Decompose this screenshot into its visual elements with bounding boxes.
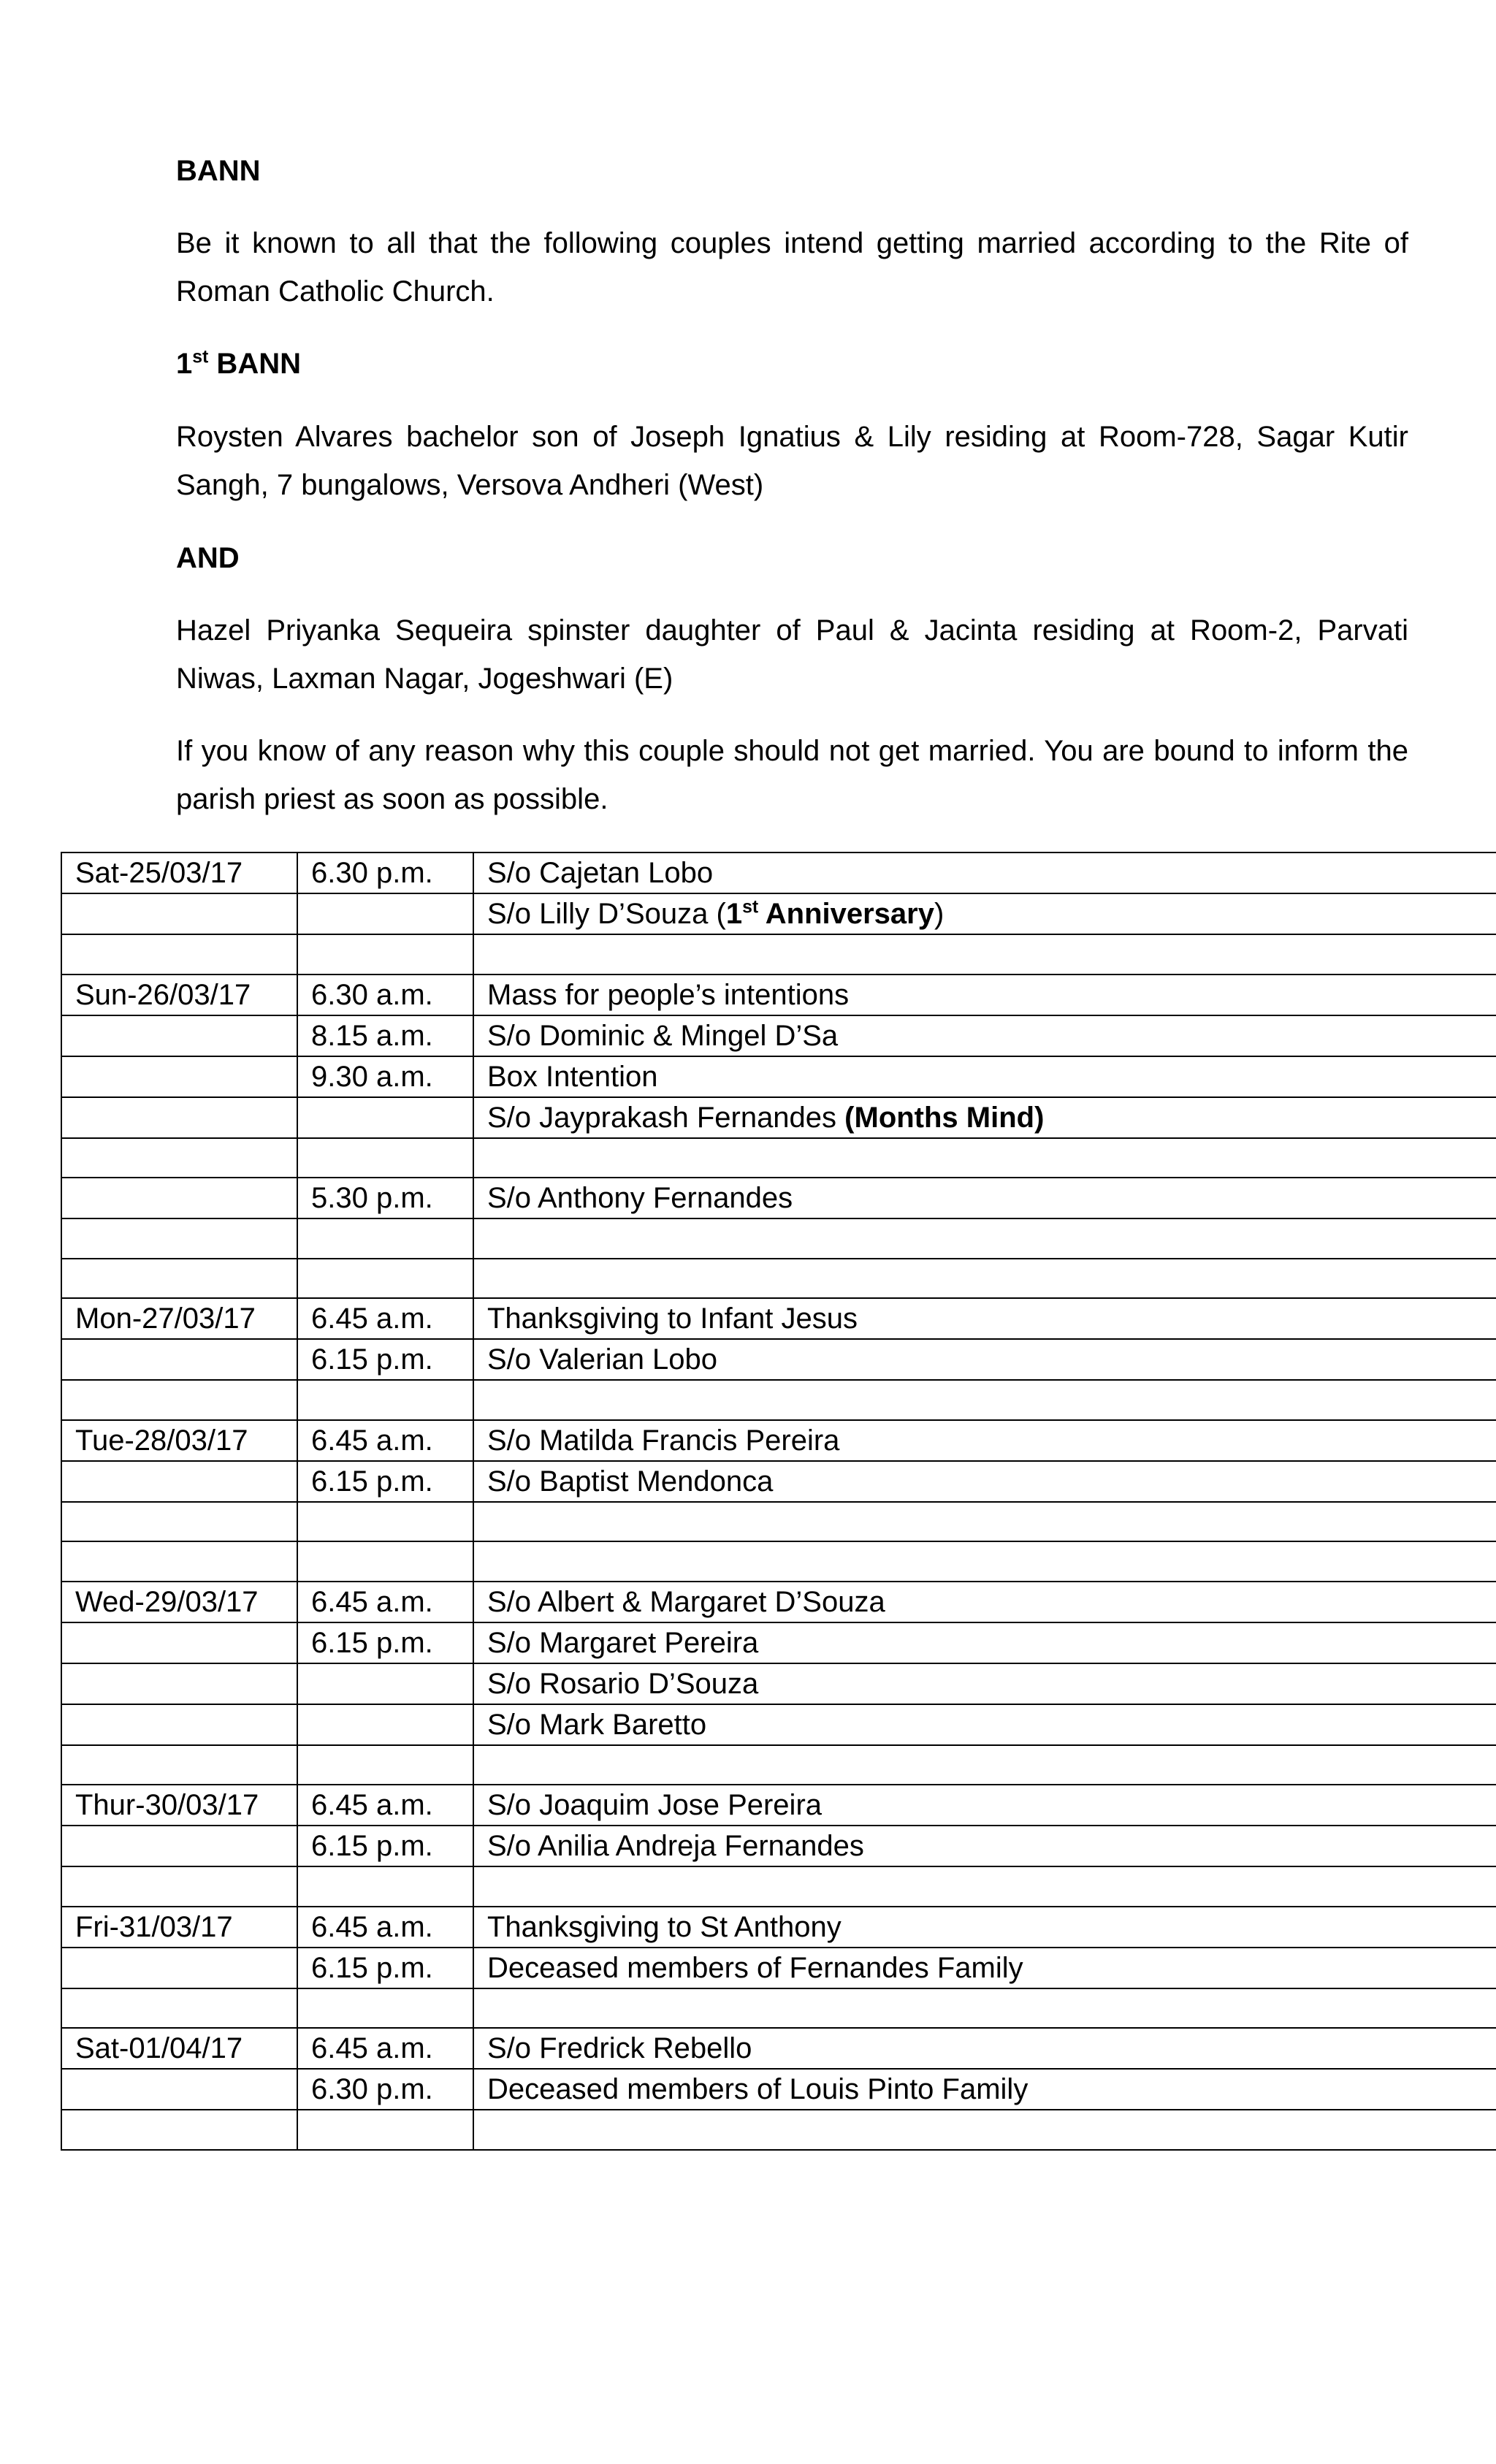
intention-text: S/o Mark Baretto <box>487 1708 707 1741</box>
schedule-row <box>61 1663 1496 1704</box>
schedule-time-cell: 9.30 a.m. <box>297 1056 473 1097</box>
schedule-time-cell: 6.45 a.m. <box>297 1907 473 1948</box>
schedule-row <box>61 1420 1496 1461</box>
schedule-row <box>61 974 1496 1015</box>
schedule-row <box>61 1622 1496 1663</box>
schedule-row <box>61 1948 1496 1988</box>
schedule-row <box>61 2028 1496 2069</box>
intention-bold-note: (Months Mind) <box>844 1101 1045 1134</box>
intro-paragraph: Be it known to all that the following couples intend getting married according to the Rite of Roman Catholic Church. <box>176 227 1408 308</box>
schedule-time-cell <box>297 1259 473 1299</box>
schedule-time-cell: 6.30 a.m. <box>297 974 473 1015</box>
schedule-date-cell <box>61 1948 297 1988</box>
intention-note-num: 1 <box>725 898 743 930</box>
intention-text: S/o Margaret Pereira <box>487 1626 759 1659</box>
intention-text: S/o Anthony Fernandes <box>487 1182 793 1214</box>
schedule-intention-cell <box>473 1582 1496 1622</box>
schedule-date-cell <box>61 1502 297 1542</box>
schedule-intention-cell <box>473 1622 1496 1663</box>
schedule-row <box>61 1907 1496 1948</box>
schedule-intention-cell <box>473 1948 1496 1988</box>
schedule-time-cell: 6.45 a.m. <box>297 1298 473 1339</box>
intention-text: S/o Jayprakash Fernandes <box>487 1101 845 1134</box>
schedule-intention-cell <box>473 1138 1496 1178</box>
schedule-time-cell: 6.45 a.m. <box>297 1785 473 1826</box>
intention-note <box>716 898 944 930</box>
schedule-intention-cell <box>473 2110 1496 2150</box>
schedule-intention-cell <box>473 1745 1496 1785</box>
schedule-date-cell <box>61 1178 297 1218</box>
schedule-time-cell: 6.15 p.m. <box>297 1622 473 1663</box>
schedule-row <box>61 1502 1496 1542</box>
intention-text: S/o Baptist Mendonca <box>487 1465 774 1498</box>
schedule-time-cell <box>297 1866 473 1907</box>
schedule-intention-cell <box>473 1298 1496 1339</box>
schedule-row <box>61 1178 1496 1218</box>
schedule-time-cell: 6.45 a.m. <box>297 1582 473 1622</box>
intention-note-label: Anniversary <box>758 898 934 930</box>
schedule-date-cell <box>61 2069 297 2110</box>
schedule-intention-cell <box>473 1097 1496 1138</box>
schedule-intention-cell <box>473 1704 1496 1745</box>
schedule-time-cell <box>297 1745 473 1785</box>
schedule-date-cell <box>61 1663 297 1704</box>
schedule-time-cell <box>297 1541 473 1582</box>
schedule-intention-cell <box>473 1056 1496 1097</box>
schedule-row <box>61 1298 1496 1339</box>
schedule-date-cell <box>61 1138 297 1178</box>
schedule-date-cell <box>61 1380 297 1420</box>
schedule-date-cell: Fri-31/03/17 <box>61 1907 297 1948</box>
intention-text: S/o Albert & Margaret D’Souza <box>487 1585 885 1618</box>
schedule-date-cell <box>61 1259 297 1299</box>
schedule-time-cell <box>297 1704 473 1745</box>
schedule-time-cell <box>297 1988 473 2029</box>
schedule-time-cell <box>297 893 473 934</box>
intention-text: S/o Joaquim Jose Pereira <box>487 1789 823 1821</box>
schedule-time-cell: 6.30 p.m. <box>297 2069 473 2110</box>
schedule-date-cell <box>61 1339 297 1380</box>
schedule-row <box>61 1988 1496 2029</box>
intention-note-sup: st <box>742 897 759 918</box>
schedule-time-cell <box>297 934 473 974</box>
intention-text: Thanksgiving to St Anthony <box>487 1910 842 1943</box>
first-bann-heading <box>176 340 1408 388</box>
schedule-row <box>61 1138 1496 1178</box>
schedule-date-cell: Sat-25/03/17 <box>61 853 297 893</box>
schedule-date-cell <box>61 1704 297 1745</box>
schedule-row <box>61 1826 1496 1866</box>
schedule-date-cell: Wed-29/03/17 <box>61 1582 297 1622</box>
intention-text: S/o Lilly D’Souza <box>487 898 717 930</box>
schedule-intention-cell <box>473 2069 1496 2110</box>
intention-note-open: ( <box>716 898 726 930</box>
schedule-row <box>61 1339 1496 1380</box>
schedule-row <box>61 1380 1496 1420</box>
schedule-intention-cell <box>473 1015 1496 1056</box>
schedule-date-cell: Mon-27/03/17 <box>61 1298 297 1339</box>
schedule-time-cell: 6.15 p.m. <box>297 1461 473 1502</box>
schedule-date-cell <box>61 2110 297 2150</box>
schedule-date-cell: Sat-01/04/17 <box>61 2028 297 2069</box>
schedule-date-cell <box>61 1866 297 1907</box>
schedule-date-cell: Thur-30/03/17 <box>61 1785 297 1826</box>
bride-paragraph: Hazel Priyanka Sequeira spinster daughter of Paul & Jacinta residing at Room-2, Parvati Niwas, Laxman Nagar, Jogeshwari (E) <box>176 614 1408 695</box>
schedule-date-cell <box>61 1461 297 1502</box>
intention-text: S/o Fredrick Rebello <box>487 2032 752 2064</box>
schedule-date-cell <box>61 1056 297 1097</box>
schedule-date-cell <box>61 1218 297 1259</box>
schedule-time-cell: 8.15 a.m. <box>297 1015 473 1056</box>
schedule-intention-cell <box>473 974 1496 1015</box>
schedule-date-cell <box>61 934 297 974</box>
mass-schedule-table <box>61 852 1496 2151</box>
intention-text: S/o Valerian Lobo <box>487 1343 718 1376</box>
schedule-intention-cell <box>473 853 1496 893</box>
schedule-date-cell: Sun-26/03/17 <box>61 974 297 1015</box>
schedule-row <box>61 1785 1496 1826</box>
schedule-intention-cell <box>473 1785 1496 1826</box>
schedule-intention-cell <box>473 1502 1496 1542</box>
schedule-time-cell <box>297 1097 473 1138</box>
schedule-time-cell <box>297 1663 473 1704</box>
schedule-time-cell: 6.15 p.m. <box>297 1948 473 1988</box>
intention-text: S/o Dominic & Mingel D’Sa <box>487 1019 839 1052</box>
first-bann-ordinal-suffix: st <box>192 347 209 367</box>
schedule-time-cell <box>297 1218 473 1259</box>
schedule-intention-cell <box>473 1218 1496 1259</box>
first-bann-ordinal: 1 <box>176 348 193 380</box>
intention-text: Deceased members of Louis Pinto Family <box>487 2073 1028 2105</box>
schedule-row <box>61 1582 1496 1622</box>
schedule-time-cell: 6.45 a.m. <box>297 2028 473 2069</box>
schedule-row <box>61 1056 1496 1097</box>
intention-text: Thanksgiving to Infant Jesus <box>487 1302 858 1335</box>
schedule-intention-cell <box>473 1380 1496 1420</box>
schedule-intention-cell <box>473 1541 1496 1582</box>
intention-text: S/o Rosario D’Souza <box>487 1667 759 1700</box>
schedule-time-cell: 6.45 a.m. <box>297 1420 473 1461</box>
schedule-date-cell: Tue-28/03/17 <box>61 1420 297 1461</box>
schedule-intention-cell <box>473 1826 1496 1866</box>
schedule-row <box>61 1259 1496 1299</box>
schedule-row <box>61 1218 1496 1259</box>
schedule-time-cell: 6.15 p.m. <box>297 1339 473 1380</box>
schedule-row <box>61 1461 1496 1502</box>
schedule-intention-cell <box>473 1663 1496 1704</box>
schedule-intention-cell <box>473 934 1496 974</box>
schedule-intention-cell <box>473 1461 1496 1502</box>
schedule-row <box>61 1866 1496 1907</box>
schedule-date-cell <box>61 1988 297 2029</box>
schedule-row <box>61 1704 1496 1745</box>
intention-text: S/o Matilda Francis Pereira <box>487 1424 840 1457</box>
intention-text: Deceased members of Fernandes Family <box>487 1951 1023 1984</box>
schedule-intention-cell <box>473 1988 1496 2029</box>
schedule-row <box>61 853 1496 893</box>
bann-heading: BANN <box>176 155 261 187</box>
schedule-date-cell <box>61 1745 297 1785</box>
schedule-intention-cell <box>473 1339 1496 1380</box>
schedule-row <box>61 2110 1496 2150</box>
schedule-time-cell: 6.30 p.m. <box>297 853 473 893</box>
schedule-row <box>61 893 1496 934</box>
schedule-date-cell <box>61 1097 297 1138</box>
schedule-intention-cell <box>473 1420 1496 1461</box>
schedule-time-cell: 5.30 p.m. <box>297 1178 473 1218</box>
schedule-date-cell <box>61 1015 297 1056</box>
and-heading: AND <box>176 542 240 574</box>
intention-note-close: ) <box>934 898 944 930</box>
schedule-intention-cell <box>473 2028 1496 2069</box>
first-bann-label: BANN <box>208 348 301 380</box>
schedule-intention-cell <box>473 1866 1496 1907</box>
schedule-intention-cell <box>473 1907 1496 1948</box>
schedule-intention-cell <box>473 1259 1496 1299</box>
mass-schedule-body <box>61 853 1496 2150</box>
intention-text: S/o Cajetan Lobo <box>487 857 714 889</box>
schedule-time-cell: 6.15 p.m. <box>297 1826 473 1866</box>
intention-text: S/o Anilia Andreja Fernandes <box>487 1830 864 1862</box>
schedule-row <box>61 1015 1496 1056</box>
schedule-intention-cell <box>473 1178 1496 1218</box>
schedule-intention-cell <box>473 893 1496 934</box>
schedule-row <box>61 1541 1496 1582</box>
schedule-date-cell <box>61 1622 297 1663</box>
schedule-time-cell <box>297 1138 473 1178</box>
schedule-time-cell <box>297 1502 473 1542</box>
schedule-row <box>61 1097 1496 1138</box>
schedule-date-cell <box>61 1826 297 1866</box>
schedule-date-cell <box>61 893 297 934</box>
intention-text: Box Intention <box>487 1060 658 1093</box>
intention-text: Mass for people’s intentions <box>487 978 850 1011</box>
schedule-time-cell <box>297 2110 473 2150</box>
schedule-row <box>61 2069 1496 2110</box>
schedule-row <box>61 934 1496 974</box>
schedule-time-cell <box>297 1380 473 1420</box>
groom-paragraph: Roysten Alvares bachelor son of Joseph Ignatius & Lily residing at Room-728, Sagar Kutir Sangh, 7 bungalows, Versova Andheri (West) <box>176 421 1408 501</box>
schedule-date-cell <box>61 1541 297 1582</box>
objection-paragraph: If you know of any reason why this couple should not get married. You are bound to inform the parish priest as soon as possible. <box>176 735 1408 815</box>
schedule-row <box>61 1745 1496 1785</box>
